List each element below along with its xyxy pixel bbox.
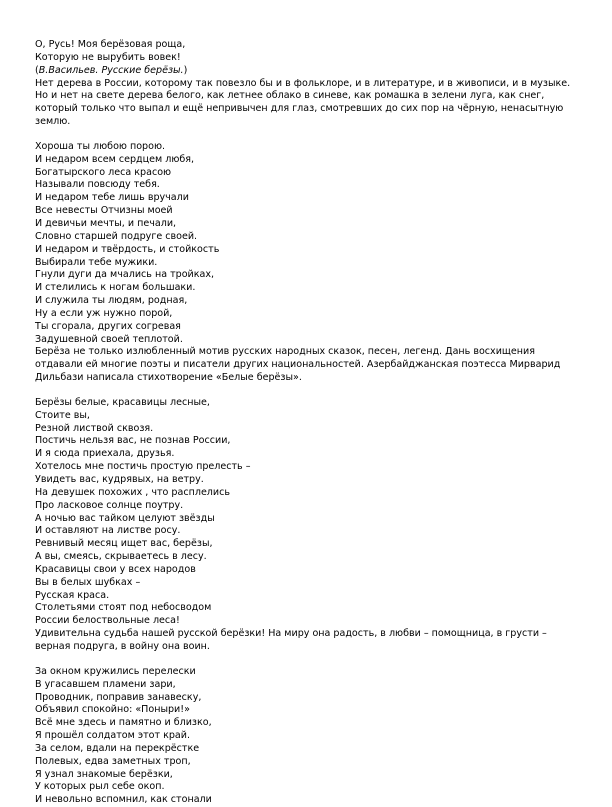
attribution-source: В.Васильев. Русские берёзы.	[38, 64, 184, 76]
poem-line: Называли повсюду тебя.	[35, 179, 160, 191]
paragraph-1: Нет дерева в России, которому так повезло бы и в фольклоре, и в литературе, и в живописи, и в музыке. Но и нет на свете дерева белого, как летнее облако в синеве, как ромашка в зелени луга, как снег, который только что выпал и ещё непривычен для глаз, смотревших до сих пор на чёрную, ненасытную землю.	[35, 77, 571, 128]
poem-line: И невольно вспомнил, как стонали	[35, 794, 212, 806]
poem-line: Всё мне здесь и памятно и близко,	[35, 717, 212, 729]
poem-line: Полевых, едва заметных троп,	[35, 755, 191, 767]
poem-line: О, Русь! Моя берёзовая роща,	[35, 39, 186, 50]
poem-line: Про ласковое солнце поутру.	[35, 499, 184, 511]
poem-line: Постичь нельзя вас, не познав России,	[35, 435, 231, 447]
poem-line: Берёзы белые, красавицы лесные,	[35, 396, 210, 408]
poem-line: Резной листвой сквозя.	[35, 422, 154, 434]
poem-line: И стелились к ногам большаки.	[35, 282, 196, 294]
paragraph-3: Удивительна судьба нашей русской берёзки! На миру она радость, в любви – помощница, в грусти – верная подруга, в войну она воин.	[35, 628, 547, 652]
poem-line: А вы, смеясь, скрываетесь в лесу.	[35, 551, 207, 563]
poem-line: Ну а если уж нужно порой,	[35, 307, 173, 319]
attribution-open: (	[35, 64, 39, 76]
poem-line: Увидеть вас, кудрявых, на ветру.	[35, 474, 204, 485]
poem-line: Задушевной своей теплотой.	[35, 333, 183, 345]
attribution-close: )	[183, 64, 188, 76]
poem-line: Хороша ты любою порою.	[35, 140, 166, 152]
poem-line: За окном кружились перелески	[35, 665, 196, 677]
spacer	[35, 129, 582, 141]
poem-line: Русская краса.	[35, 589, 110, 601]
poem-line: И оставляют на листве росу.	[35, 525, 181, 537]
poem-line: Стоите вы,	[35, 409, 90, 421]
poem-1	[35, 141, 582, 347]
poem-line: Проводник, поправив занавеску,	[35, 691, 202, 703]
poem-line: Я прошёл солдатом этот край.	[35, 730, 190, 742]
poem-line: Красавицы свои у всех народов	[35, 563, 196, 575]
poem-line: Выбирали тебе мужики.	[35, 256, 158, 268]
poem-line: И я сюда приехала, друзья.	[35, 448, 175, 460]
poem-line: Все невесты Отчизны моей	[35, 205, 173, 217]
poem-line: У которых рыл себе окоп.	[35, 781, 165, 793]
poem-line: И недаром и твёрдость, и стойкость	[35, 243, 220, 255]
poem-line: России белоствольные леса!	[35, 615, 180, 627]
poem-line: Которую не вырубить вовек!	[35, 51, 181, 63]
poem-line: На девушек похожих , что расплелись	[35, 486, 230, 498]
poem-line: И недаром всем сердцем любя,	[35, 153, 195, 165]
intro-poem	[35, 39, 582, 65]
poem-line: За селом, вдали на перекрёстке	[35, 742, 200, 754]
poem-line: Вы в белых шубках –	[35, 576, 141, 588]
poem-2	[35, 397, 582, 628]
poem-line: Хотелось мне постичь простую прелесть –	[35, 461, 251, 473]
poem-line: Ты сгорала, других согревая	[35, 320, 181, 332]
poem-line: Богатырского леса красою	[35, 166, 172, 178]
attribution	[35, 65, 582, 78]
poem-line: Ревнивый месяц ищет вас, берёзы,	[35, 538, 213, 550]
spacer	[35, 385, 582, 397]
poem-line: Объявил спокойно: «Поныри!»	[35, 704, 190, 716]
poem-line: Гнули дуги да мчались на тройках,	[35, 269, 215, 281]
poem-3	[35, 666, 582, 807]
spacer	[35, 654, 582, 666]
poem-line: Столетьями стоят под небосводом	[35, 602, 212, 614]
poem-line: И недаром тебе лишь вручали	[35, 192, 189, 204]
poem-line: И девичьи мечты, и печали,	[35, 217, 177, 229]
poem-line: В угасавшем пламени зари,	[35, 678, 176, 690]
poem-line: Я узнал знакомые берёзки,	[35, 768, 173, 780]
poem-line: И служила ты людям, родная,	[35, 295, 188, 307]
poem-line: Словно старшей подруге своей.	[35, 230, 198, 242]
poem-line: А ночью вас тайком целуют звёзды	[35, 512, 215, 524]
paragraph-2: Берёза не только излюбленный мотив русских народных сказок, песен, легенд. Дань восхищения отдавали ей многие поэты и писатели других национальностей. Азербайджанская поэтесса Мирварид Дильбази написала стихотворение «Белые берёзы».	[35, 346, 561, 384]
